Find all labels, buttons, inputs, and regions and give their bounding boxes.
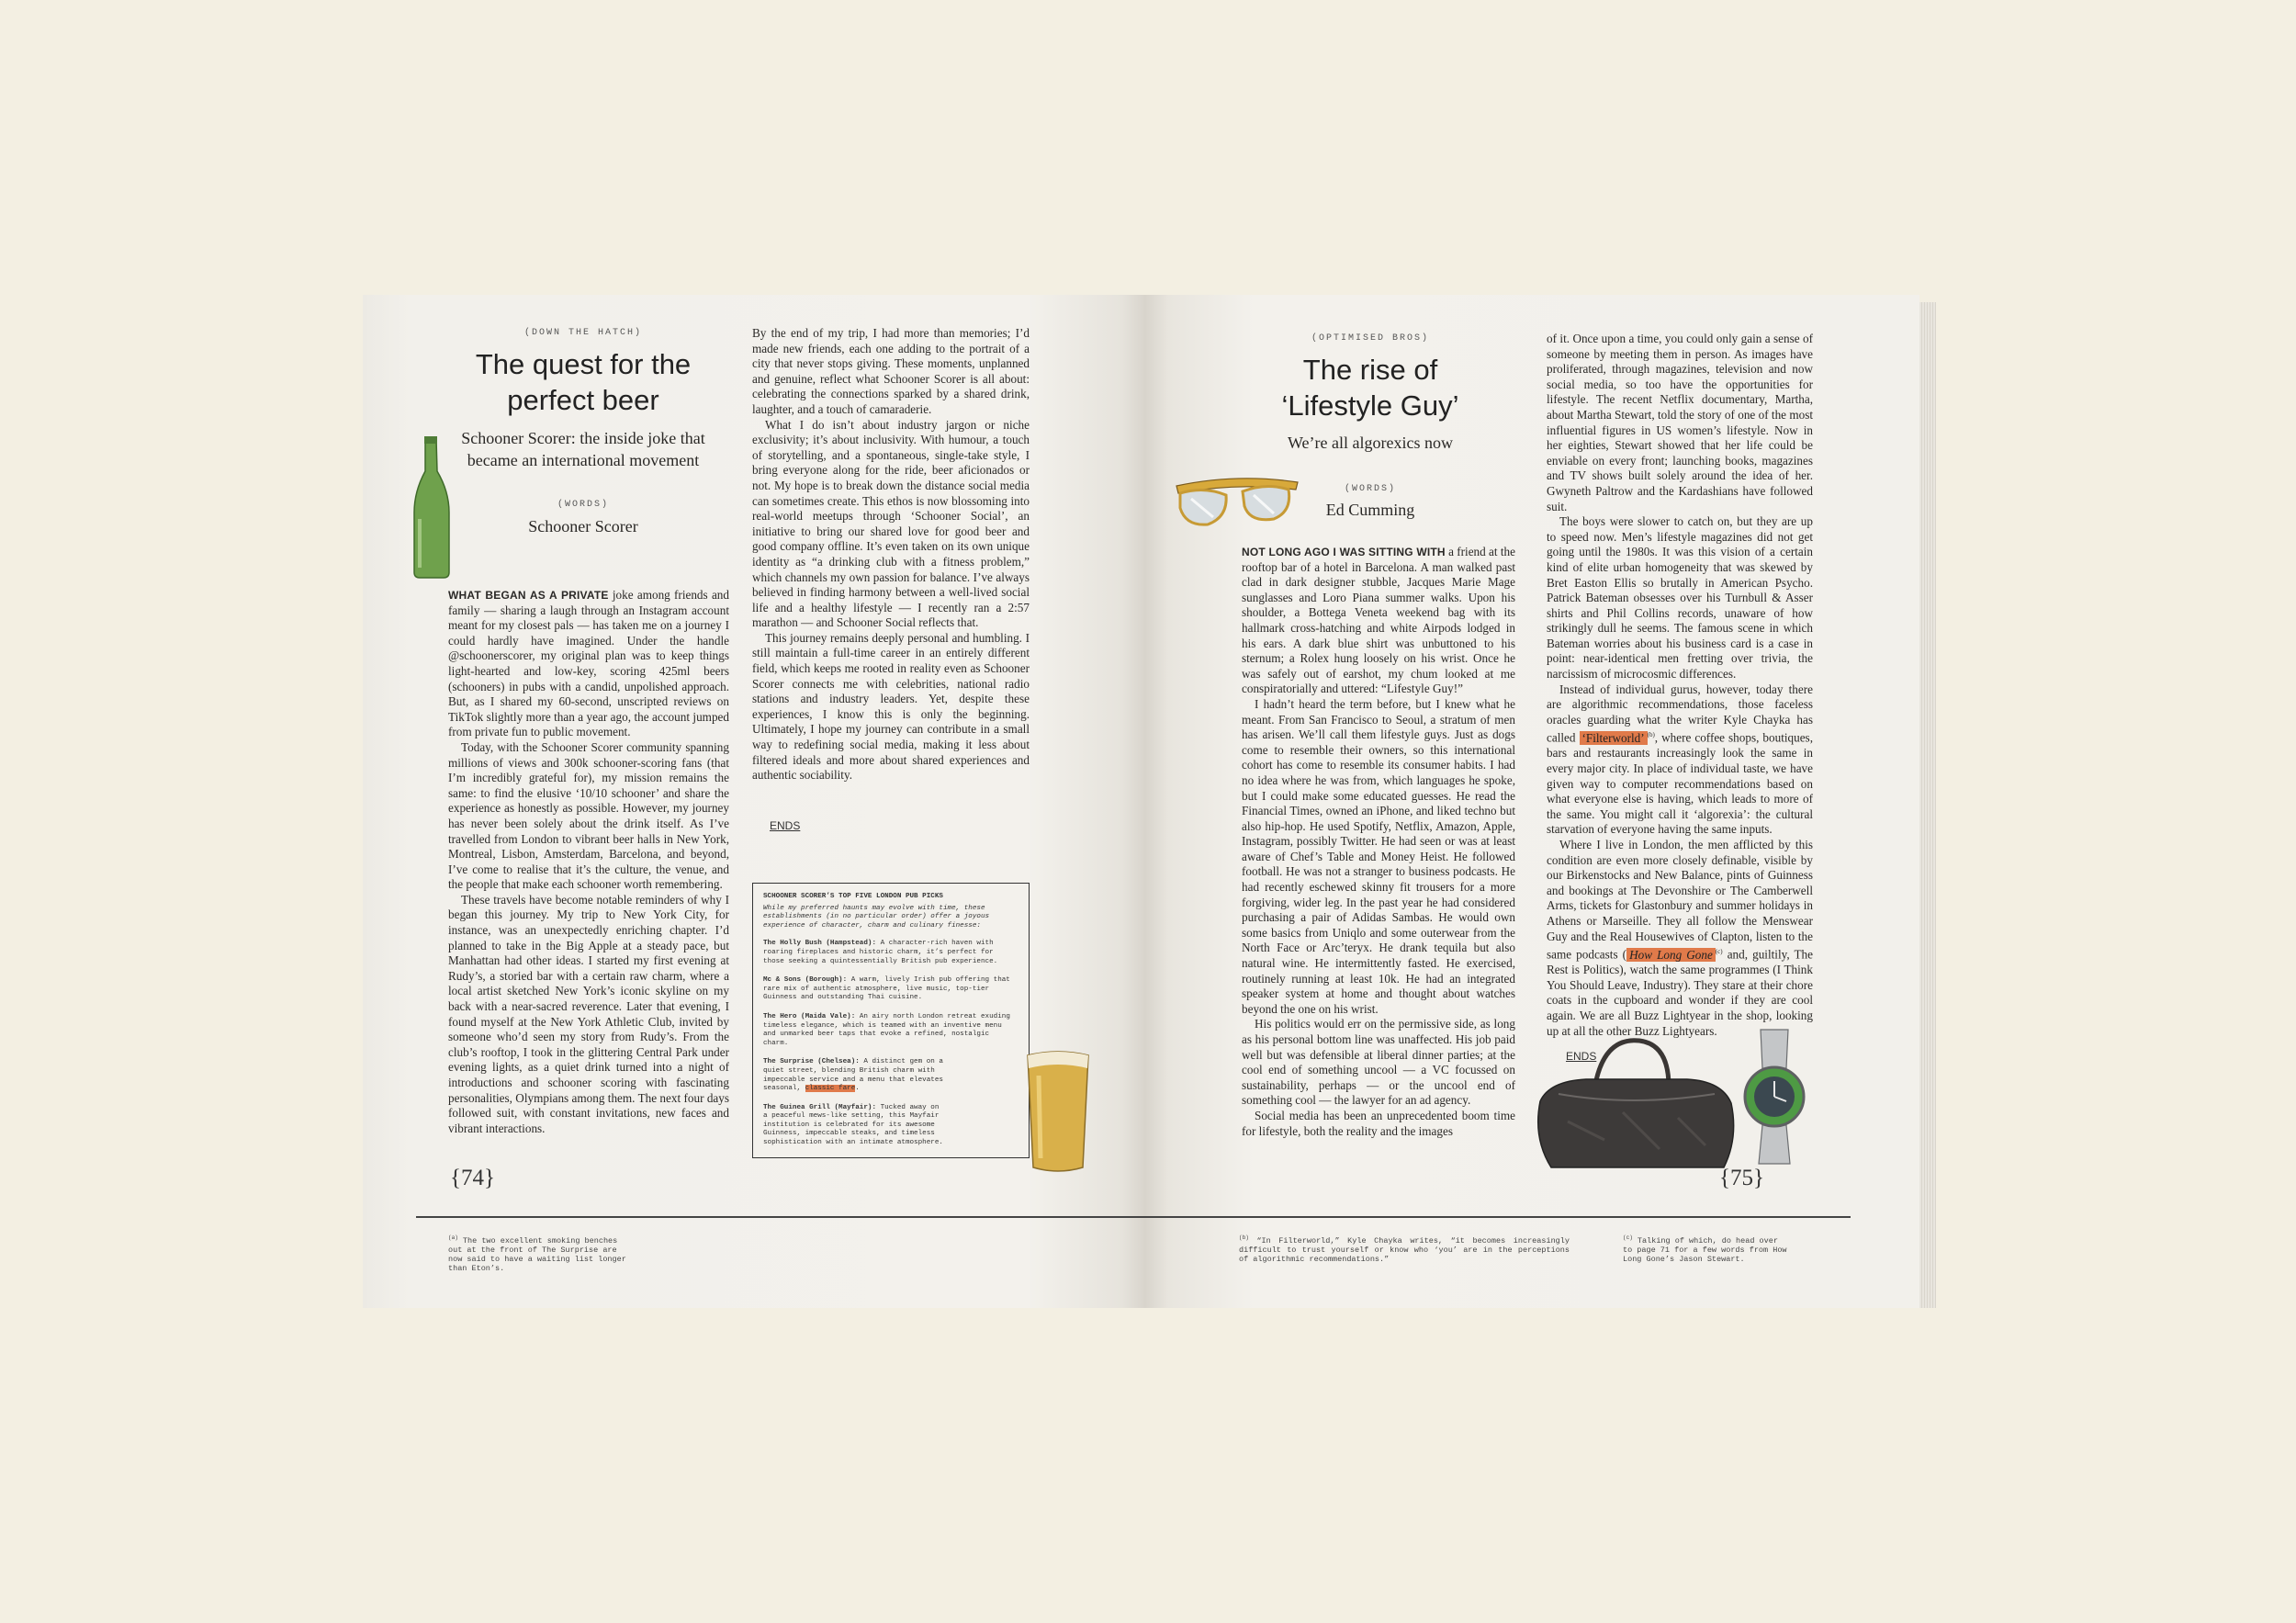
right-col2-p2: The boys were slower to catch on, but they are up to speed now. Men’s lifestyle magazines did not get going until the 1980s. It was this vision of a certain kind of elite urban homogeneity that was skewed by Bret Easton Ellis so brutally in American Psycho. Patrick Bateman obsesses over his Turnbull & Asser shirts and Phil Collins records, unaware of how strikingly dull he seems. The famous scene in which Bateman worries about his business card is a case in point: near-identical men fretting over trivia, the narcissism of microcosmic differences. xyxy=(1547,514,1813,682)
right-footnote-b: $^{(b)}$ “In Filterworld,” Kyle Chayka writes, “it becomes increasingly difficult to trust yourself or know who ‘you’ are in the perceptions of algorithmic recommendations.” xyxy=(1239,1234,1570,1264)
how-long-gone-highlight: How Long Gone xyxy=(1626,948,1716,962)
pub-picks-heading: SCHOONER SCORER’S TOP FIVE LONDON PUB PICKS xyxy=(763,893,943,900)
pub-pick-item: The Guinea Grill (Mayfair): Tucked away on a peaceful mews-like setting, this Mayfair institution is celebrated for its awesome Guinness, impeccable steaks, and timeless sophistication with an intimate atmosphere. xyxy=(763,1103,943,1147)
right-author: Ed Cumming xyxy=(1325,501,1415,519)
classic-fare-highlight: classic fare xyxy=(805,1085,856,1093)
right-title: The rise of ‘Lifestyle Guy’ xyxy=(1281,354,1459,422)
right-footer-rule xyxy=(1145,1216,1851,1218)
left-page-number: {74} xyxy=(450,1166,495,1190)
pub-pick-item: The Hero (Maida Vale): An airy north London retreat exuding timeless elegance, which is teamed with an inventive menu and unmarked beer taps that evoke a refined, nostalgic charm. xyxy=(763,1012,1010,1047)
right-words-label: (WORDS) xyxy=(1344,484,1396,494)
green-beer-bottle-icon xyxy=(409,434,455,581)
pub-pick-item: Mc & Sons (Borough): A warm, lively Irish pub offering that rare mix of authentic atmosphere, live music, top-tier Guinness and outstanding Thai cuisine. xyxy=(763,976,1010,1002)
left-footnote: $^{(a)}$ The two excellent smoking benches out at the front of The Surprise are now said to have a waiting list longer than Eton’s. xyxy=(448,1234,626,1273)
sunglasses-icon xyxy=(1173,471,1301,530)
wristwatch-icon xyxy=(1733,1028,1816,1166)
magazine-spread xyxy=(363,295,1938,1308)
right-col2-p1: of it. Once upon a time, you could only gain a sense of someone by meeting them in person. As images have proliferated, through magazines, television and now social media, so too have the opportunities for lifestyle. The recent Netflix documentary, Martha, about Martha Stewart, told the story of one of the most influential figures in US women’s lifestyle. Now in her eighties, Stewart showed that her life could be enviable on every front; launching books, magazines and TV shows built solely around the idea of her. Gwyneth Paltrow and the Kardashians have followed suit. xyxy=(1547,332,1813,513)
right-page xyxy=(1145,295,1919,1308)
right-lead-in: NOT LONG AGO I WAS SITTING WITH xyxy=(1242,546,1446,558)
right-column-1 xyxy=(1242,545,1515,1139)
left-words-label: (WORDS) xyxy=(557,500,609,510)
pint-glass-icon xyxy=(1022,1048,1094,1177)
weekend-bag-icon xyxy=(1531,1030,1742,1177)
right-col2-p3: Instead of individual gurus, however, today there are algorithmic recommendations, those faceless oracles guarding what the writer Kyle Chayka has called ‘Filterworld’ $^{(b)}$, where coffee shops, boutiques, bars and restaurants increasingly look the same in every major city. In place of individual taste, we have given way to computer recommendations based on what everyone else is having, which leads to more of the same. You might call it ‘algorexia’: the cultural starvation of everyone having the same inputs. xyxy=(1547,682,1813,837)
right-page-number: {75} xyxy=(1719,1166,1764,1190)
left-col2-p1: By the end of my trip, I had more than memories; I’d made new friends, each one adding to the portrait of a city that never stops giving. These moments, unplanned and genuine, reflect what Schooner Scorer is all about: celebrating the connections sparked by a shared drink, laughter, and a touch of camaraderie. xyxy=(752,326,1030,416)
right-ends-link[interactable]: ENDS xyxy=(1566,1050,1597,1063)
left-title: The quest for the perfect beer xyxy=(475,348,692,416)
left-deck: Schooner Scorer: the inside joke that became an international movement xyxy=(461,429,705,469)
right-col1-p2: I hadn’t heard the term before, but I knew what he meant. From San Francisco to Seoul, a stratum of men has arisen. We’ll call them lifestyle guys. Just as dogs come to resemble their owners, so this international cohort has come to resemble its consumer habits. I had no idea where he was from, which languages he spoke, but I could make some educated guesses. He read the Financial Times, owned an iPhone, and liked techno but also hip-hop. He used Spotify, Netflix, Amazon, Apple, Instagram, possibly Twitter. He had seen or was at least aware of Chef’s Table and Money Heist. He followed football. He was not a stranger to business podcasts. He had recently eschewed skinny fit trousers for a more forgiving, wider leg. In the past year he had considered purchasing a pair of Adidas Sambas. He would own some basics from Uniqlo and some outerwear from the North Face or Arc’teryx. He drank tequila but also natural wine. He intermittently fasted. He exercised, routinely running at least 10k. He had an integrated speaker system at home and thought about watches beyond the one on his wrist. xyxy=(1242,696,1515,1016)
left-col1-p3: These travels have become notable reminders of why I began this journey. My trip to New York City, for instance, was an unexpectedly enriching chapter. I’d planned to take in the Big Apple at a steady pace, but Manhattan had other ideas. I started my first evening at Rudy’s, a storied bar with a certain raw charm, where a local artist sketched New York’s iconic skyline on my back with a near-sacred reverence. Later that evening, I found myself at the New York Athletic Club, invited by someone who’d seen my story from Rudy’s. From the club’s rooftop, I took in the glittering Central Park under evening lights, as a quiet drink turned into a night of introductions and schooner scoring with fascinating personalities, Olympians among them. The next four days followed suit, with constant invitations, new faces and vibrant interactions. xyxy=(448,892,729,1135)
right-column-2 xyxy=(1547,332,1813,1039)
left-col2-p3: This journey remains deeply personal and humbling. I still maintain a full-time career in an entirely different field, which keeps me rooted in reality even as Schooner Scorer connects me with celebrities, national radio stations and industry leaders. Yet, despite these experiences, I know this is only the beginning. Ultimately, I hope my journey can contribute in a small way to redefining social media, making it less about filtered ideals and more about shared experiences and authentic sociability. xyxy=(752,630,1030,783)
left-ends-link[interactable]: ENDS xyxy=(770,819,801,832)
left-footer-rule xyxy=(416,1216,1145,1218)
right-col2-p4: Where I live in London, the men afflicted by this condition are even more closely definable, visible by our Birkenstocks and New Balance, pints of Guinness and bookings at The Devonshire or The Camberwell Arms, tickets for Glastonbury and summer holidays in Athens or Marseille. They all follow the Menswear Guy and the Real Housewives of Clapton, listen to the same podcasts ( How Long Gone $^{(c)}$ and, guiltily, The Rest is Politics), watch the same programmes (I Think You Should Leave, Industry). They stare at their chore coats in the cupboard and wonder if they are cool again. We are all Buzz Lightyear in the shop, looking up at all the other Buzz Lightyears. xyxy=(1547,837,1814,1038)
right-deck: We’re all algorexics now xyxy=(1288,434,1453,452)
page-edges xyxy=(1919,302,1936,1308)
left-author: Schooner Scorer xyxy=(528,517,638,535)
right-col1-p3: His politics would err on the permissive side, as long as his personal bottom line was unaffected. His job paid well but was defensible at liberal dinner parties; at the cool end of something uncool — a VC focussed on sustainability, perhaps — or the uncool end of something cool — the lawyer for an ad agency. xyxy=(1242,1017,1515,1108)
right-kicker: (OPTIMISED BROS) xyxy=(1311,333,1429,344)
right-col1-p1: a friend at the rooftop bar of a hotel in Barcelona. A man walked past clad in dark designer stubble, Jacques Marie Mage sunglasses and Loro Piana summer walks. Upon his shoulder, a Bottega Veneta weekend bag with its hallmark cross-hatching and white Airpods lodged in his ears. A dark blue shirt was unbuttoned to his sternum; a Rolex hung loosely on his wrist. Once he was safely out of earshot, my chum looked at me conspiratorially and uttered: “Lifestyle Guy!” xyxy=(1242,545,1515,696)
left-kicker: (DOWN THE HATCH) xyxy=(523,328,642,338)
left-column-2 xyxy=(752,326,1030,783)
right-footnote-c: $^{(c)}$ Talking of which, do head over to page 71 for a few words from How Long Gone’s Jason Stewart. xyxy=(1623,1234,1787,1264)
left-col2-p2: What I do isn’t about industry jargon or niche exclusivity; it’s about inclusivity. With humour, a touch of storytelling, and a spontaneous, single-take style, I bring everyone along for the ride, beer aficionados or not. My hope is to break down the distance social media can sometimes create. This ethos is now blossoming into real-world meetups through ‘Schooner Social’, an initiative to bring our shared love for good beer and good company offline. It’s even taken on its own unique identity as “a drinking club with a fitness problem,” which channels my own passion for balance. I’ve always believed in finding harmony between a well-lived social life and a healthy lifestyle — I recently ran a 2:57 marathon — and Schooner Social reflects that. xyxy=(752,417,1030,630)
pub-pick-item: The Holly Bush (Hampstead): A character-rich haven with roaring fireplaces and historic charm, it’s perfect for those seeking a quintessentially British pub experience. xyxy=(763,940,998,965)
pub-picks-intro: While my preferred haunts may evolve with time, these establishments (in no particular order) offer a joyous experience of character, charm and culinary finesse: xyxy=(763,904,990,930)
pub-picks-box xyxy=(752,883,1030,1158)
filterworld-highlight: ‘Filterworld’ xyxy=(1580,731,1648,745)
left-col1-p2: Today, with the Schooner Scorer community spanning millions of views and 300k schooner-scoring fans (that I’m incredibly grateful for), my mission remains the same: to find the elusive ‘10/10 schooner’ and share the experience as honestly as possible. However, my journey has never been solely about the drink itself. As I’ve travelled from London to vibrant beer halls in New York, Montreal, Lisbon, Amsterdam, Barcelona, and beyond, I’ve come to realise that it’s the culture, the venue, and the people that make each schooner worth remembering. xyxy=(448,739,729,892)
left-column-1 xyxy=(448,588,729,1136)
pub-pick-item: The Surprise (Chelsea): A distinct gem on a quiet street, blending British charm with impeccable service and a menu that elevates seasonal, classic fare. xyxy=(763,1058,943,1093)
left-lead-in: WHAT BEGAN AS A PRIVATE xyxy=(448,589,609,602)
left-page xyxy=(363,295,1145,1308)
right-col1-p4: Social media has been an unprecedented boom time for lifestyle, both the reality and the images xyxy=(1242,1108,1515,1138)
left-col1-p1: joke among friends and family — sharing a laugh through an Instagram account meant for my closest pals — has taken me on a journey I could hardly have imagined. Under the handle @schoonerscorer, my original plan was to keep things light-hearted and low-key, scoring 425ml beers (schooners) in pubs with a candid, unpolished approach. But, as I shared my 60-second, unscripted reviews on TikTok slightly more than a year ago, the account jumped from private fun to public movement. xyxy=(448,588,729,739)
